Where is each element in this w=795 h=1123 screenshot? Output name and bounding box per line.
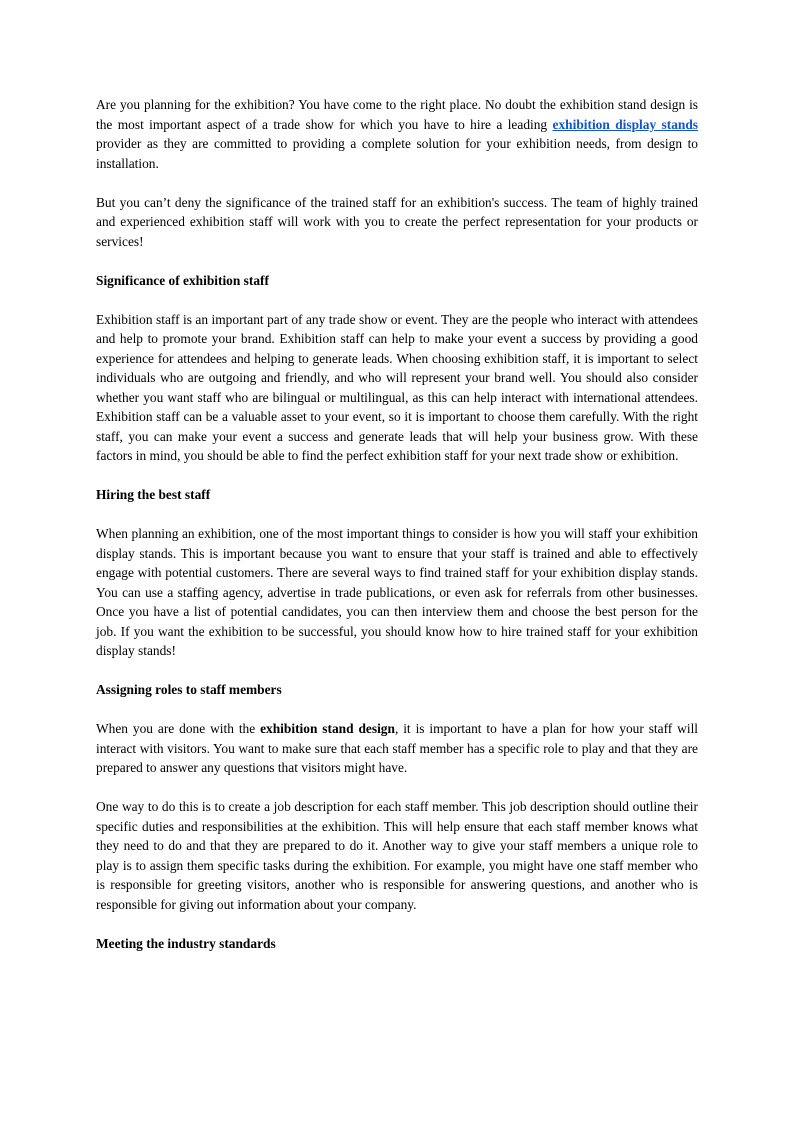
significance-body-paragraph: Exhibition staff is an important part of any trade show or event. They are the people who interact with attendees and help to promote your brand. Exhibition staff can help to make your event a success by providing a good experience for attendees and helping to generate leads. When choosing exhibition staff, it is important to select individuals who are outgoing and friendly, and who will represent your brand well. You should also consider whether you want staff who are bilingual or multilingual, as this can help interact with international attendees. Exhibition staff can be a valuable asset to your event, so it is important to choose them carefully. With the right staff, you can make your event a success and generate leads that will help your business grow. With these factors in mind, you should be able to find the perfect exhibition staff for your next trade show or exhibition. xyxy=(96,311,698,463)
exhibition-stand-design-bold: exhibition stand design xyxy=(260,721,395,736)
heading-assigning-roles: Assigning roles to staff members xyxy=(96,682,282,697)
intro-text-after-link: provider as they are committed to providing a complete solution for your exhibition needs, from design to installation. xyxy=(96,136,698,171)
exhibition-display-stands-link[interactable]: exhibition display stands xyxy=(552,116,698,132)
assigning-text-after-bold: , it is important to have a plan for how your staff will interact with visitors. You want to make sure that each staff member has a specific role to play and that they are prepared to answer any questions that visitors might have. xyxy=(96,721,699,775)
intro-text-before-link: Are you planning for the exhibition? You have come to the right place. No doubt the exhibition stand design is the most important aspect of a trade show for which you have to hire a leading xyxy=(96,97,698,132)
assigning-roles-paragraph-1 xyxy=(96,719,698,778)
staff-significance-paragraph: But you can’t deny the significance of the trained staff for an exhibition's success. The team of highly trained and experienced exhibition staff will work with you to create the perfect representation for your products or services! xyxy=(96,194,698,249)
assigning-text-before-bold: When you are done with the xyxy=(96,721,261,736)
heading-meeting-industry-standards: Meeting the industry standards xyxy=(96,935,276,951)
heading-hiring-the-best-staff: Hiring the best staff xyxy=(96,487,211,502)
assigning-roles-paragraph-2: One way to do this is to create a job description for each staff member. This job description should outline their specific duties and responsibilities at the exhibition. This will help ensure that each staff member knows what they need to do and that they are prepared to do it. Another way to give your staff members a unique role to play is to assign them specific tasks during the exhibition. For example, you might have one staff member who is responsible for greeting visitors, another who is responsible for answering questions, and another who is responsible for giving out information about your company. xyxy=(96,799,698,912)
hiring-body-paragraph: When planning an exhibition, one of the most important things to consider is how you will staff your exhibition display stands. This is important because you want to ensure that your staff is trained and able to effectively engage with potential customers. There are several ways to find trained staff for your exhibition display stands. You can use a staffing agency, advertise in trade publications, or even ask for referrals from other businesses. Once you have a list of potential candidates, you can then interview them and choose the best person for the job. If you want the exhibition to be successful, you should know how to hire trained staff for your exhibition display stands! xyxy=(96,526,698,658)
document-page xyxy=(96,95,698,973)
heading-significance-of-exhibition-staff: Significance of exhibition staff xyxy=(96,272,269,288)
intro-paragraph xyxy=(96,95,698,173)
